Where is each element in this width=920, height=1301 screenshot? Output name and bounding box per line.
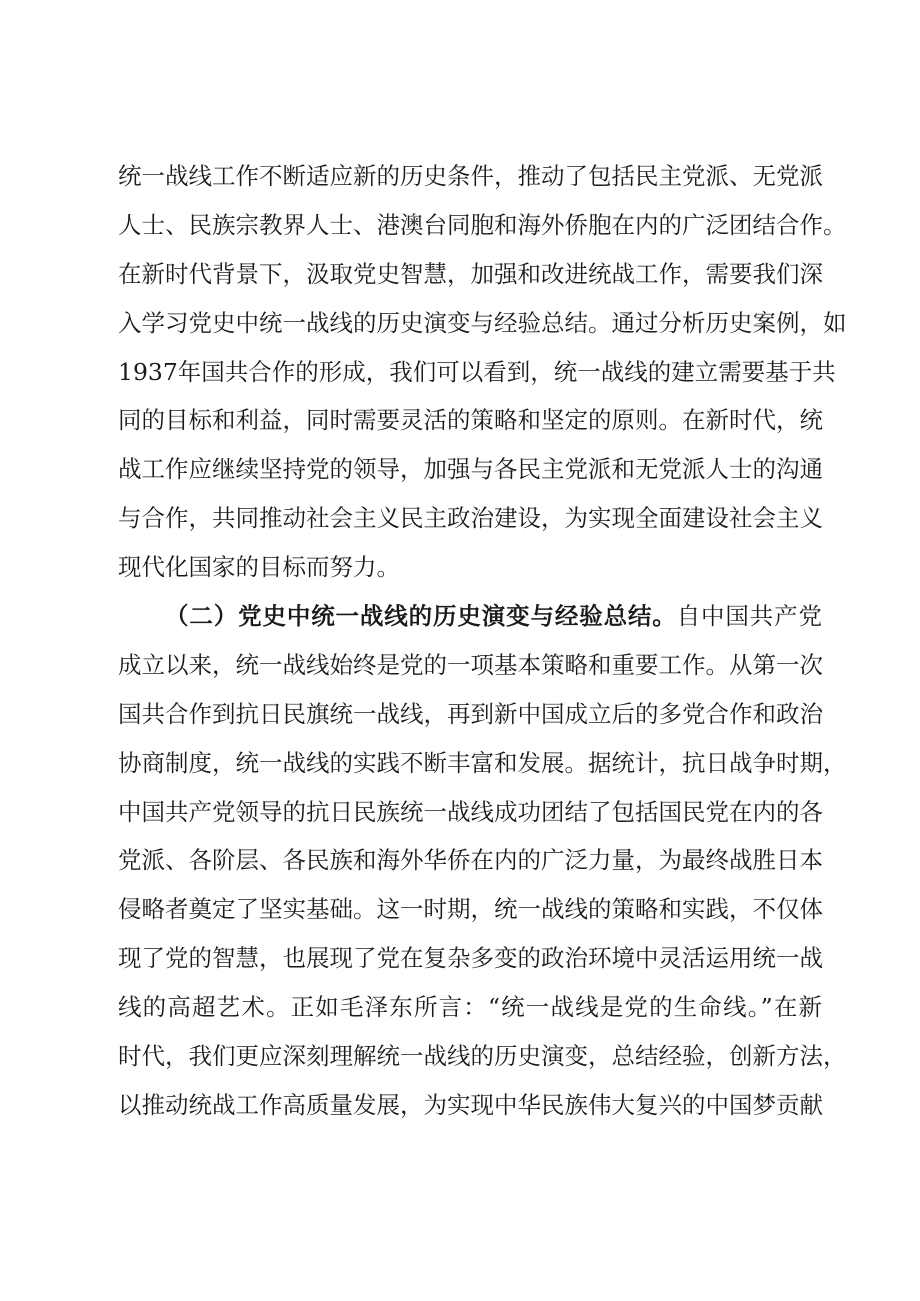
- paragraph-line: 人士、民族宗教界人士、港澳台同胞和海外侨胞在内的广泛团结合作。: [118, 210, 847, 239]
- paragraph-line: 侵略者奠定了坚实基础。这一时期，统一战线的策略和实践，不仅体: [118, 895, 823, 924]
- paragraph-line: 在新时代背景下，汲取党史智慧，加强和改进统战工作，需要我们深: [118, 259, 823, 288]
- paragraph-line: 中国共产党领导的抗日民族统一战线成功团结了包括国民党在内的各: [118, 797, 823, 826]
- paragraph-line: 同的目标和利益，同时需要灵活的策略和坚定的原则。在新时代，统: [118, 406, 823, 435]
- paragraph-line: 1937年国共合作的形成，我们可以看到，统一战线的建立需要基于共: [118, 357, 836, 386]
- paragraph-1: [118, 152, 847, 592]
- paragraph-line: 时代，我们更应深刻理解统一战线的历史演变，总结经验，创新方法，: [118, 1042, 847, 1071]
- body-text: [118, 152, 847, 1130]
- section-heading: （二）党史中统一战线的历史演变与经验总结。: [165, 602, 677, 631]
- paragraph-line: 协商制度，统一战线的实践不断丰富和发展。据统计，抗日战争时期，: [118, 748, 847, 777]
- paragraph-2: [118, 592, 847, 1130]
- heading-continuation: 自中国共产党: [676, 602, 823, 631]
- paragraph-line: 以推动统战工作高质量发展，为实现中华民族伟大复兴的中国梦贡献: [118, 1090, 823, 1119]
- paragraph-line: 国共合作到抗日民旗统一战线，再到新中国成立后的多党合作和政治: [118, 699, 823, 728]
- paragraph-line: 线的高超艺术。正如毛泽东所言：“统一战线是党的生命线。”在新: [118, 993, 822, 1022]
- paragraph-line: 战工作应继续坚持党的领导，加强与各民主党派和无党派人士的沟通: [118, 455, 823, 484]
- paragraph-line: 现了党的智慧，也展现了党在复杂多变的政治环境中灵活运用统一战: [118, 944, 823, 973]
- paragraph-line: 成立以来，统一战线始终是党的一项基本策略和重要工作。从第一次: [118, 650, 823, 679]
- paragraph-line: 入学习党史中统一战线的历史演变与经验总结。通过分析历史案例，如: [118, 308, 847, 337]
- paragraph-line: 统一战线工作不断适应新的历史条件，推动了包括民主党派、无党派: [118, 162, 823, 190]
- paragraph-first-line: [118, 592, 822, 641]
- paragraph-line: 现代化国家的目标而努力。: [118, 553, 400, 582]
- paragraph-line: 与合作，共同推动社会主义民主政治建设，为实现全面建设社会主义: [118, 504, 823, 533]
- paragraph-line: 党派、各阶层、各民族和海外华侨在内的广泛力量，为最终战胜日本: [118, 846, 823, 875]
